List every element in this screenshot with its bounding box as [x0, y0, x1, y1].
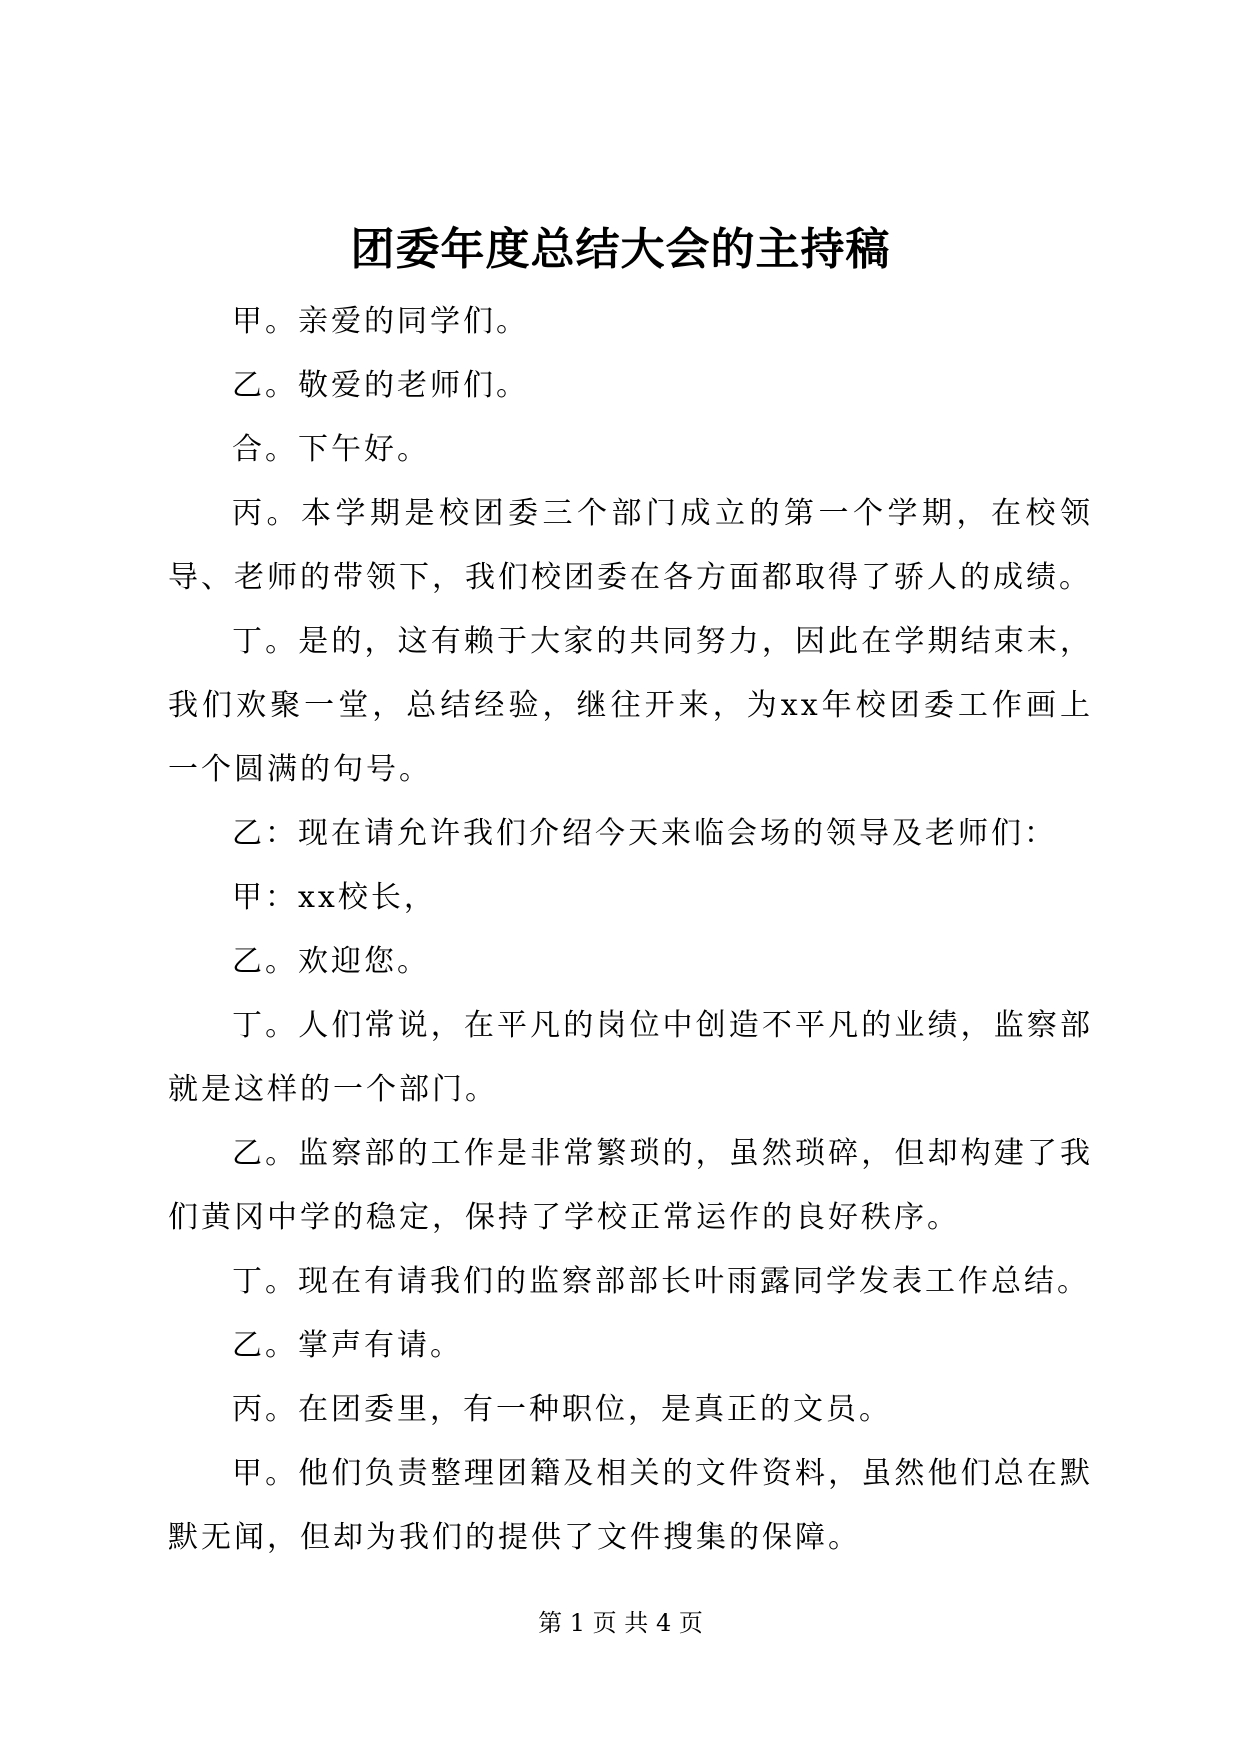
paragraph: 甲。他们负责整理团籍及相关的文件资料，虽然他们总在默默无闻，但却为我们的提供了文件搜集的保障。: [168, 1456, 1093, 1555]
paragraph: 乙：现在请允许我们介绍今天来临会场的领导及老师们：: [232, 816, 1057, 851]
document-title: 团委年度总结大会的主持稿: [350, 224, 891, 275]
document-body: [168, 290, 1093, 1570]
paragraph: 丙。本学期是校团委三个部门成立的第一个学期，在校领导、老师的带领下，我们校团委在各方面都取得了骄人的成绩。: [168, 496, 1093, 595]
paragraph: 乙。欢迎您。: [232, 944, 430, 979]
paragraph: 甲。亲爱的同学们。: [232, 304, 529, 339]
page-number-footer: 第 1 页 共 4 页: [538, 1609, 703, 1637]
paragraph: 丁。人们常说，在平凡的岗位中创造不平凡的业绩，监察部就是这样的一个部门。: [168, 1008, 1093, 1107]
paragraph: 丁。现在有请我们的监察部部长叶雨露同学发表工作总结。: [232, 1264, 1090, 1299]
paragraph: 甲：xx校长，: [232, 880, 437, 915]
paragraph: 丁。是的，这有赖于大家的共同努力，因此在学期结束末，我们欢聚一堂，总结经验，继往开来，为xx年校团委工作画上一个圆满的句号。: [168, 624, 1093, 787]
paragraph: 乙。敬爱的老师们。: [232, 368, 529, 403]
paragraph: 合。下午好。: [232, 432, 430, 467]
paragraph: 乙。监察部的工作是非常繁琐的，虽然琐碎，但却构建了我们黄冈中学的稳定，保持了学校正常运作的良好秩序。: [168, 1136, 1093, 1235]
paragraph: 乙。掌声有请。: [232, 1328, 463, 1363]
paragraph: 丙。在团委里，有一种职位，是真正的文员。: [232, 1392, 892, 1427]
